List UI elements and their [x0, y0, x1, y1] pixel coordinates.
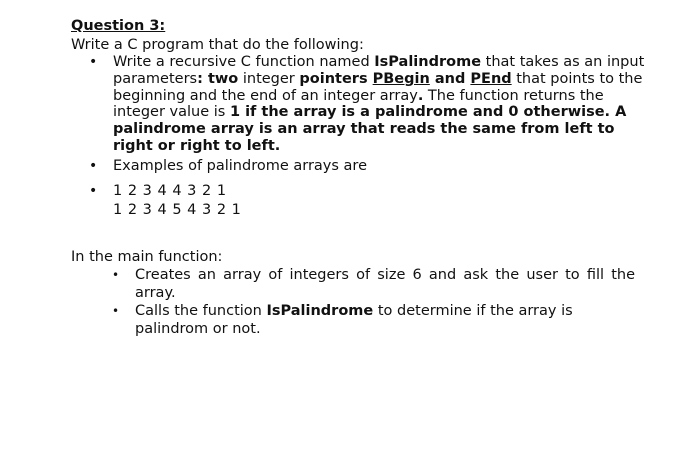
question-intro: Write a C program that do the following:	[71, 37, 364, 53]
text-segment: integer	[238, 70, 300, 87]
question-heading: Question 3:	[71, 18, 166, 34]
text-segment-bold: : two	[197, 70, 239, 87]
create-array-text: Creates an array of integers of size 6 and ask the user to fill the array.	[135, 267, 635, 301]
text-segment: Calls the function	[135, 303, 267, 319]
text-segment: The function returns the integer value is	[113, 87, 604, 121]
list-item-call-function	[110, 302, 635, 338]
text-segment: that takes as an input parameters	[113, 54, 645, 87]
text-segment: to determine if the array is palindrom or not.	[135, 303, 573, 337]
example-array-2: 1 2 3 4 5 4 3 2 1	[113, 202, 242, 218]
text-segment: that points to the beginning and the end of an integer array	[113, 70, 643, 104]
bullet-icon: •	[89, 158, 98, 174]
function-name: IsPalindrome	[374, 54, 482, 70]
main-function-label: In the main function:	[71, 249, 223, 265]
function-name: IsPalindrome	[266, 303, 374, 319]
text-segment: Write a recursive C function named	[113, 54, 375, 70]
param-pbegin: PBegin	[372, 70, 430, 87]
return-spec: 1 if the array is a palindrome and 0 otherwise. A palindrome array is an array that reads the same from left to right or right to left.	[113, 104, 627, 154]
bullet-icon: •	[89, 54, 98, 70]
bullet-icon: •	[112, 304, 120, 318]
requirements-list	[88, 54, 648, 220]
examples-intro-text: Examples of palindrome arrays are	[113, 158, 367, 174]
list-item-function-spec	[88, 54, 648, 158]
main-function-list	[110, 266, 635, 338]
text-segment-bold: .	[417, 87, 424, 104]
text-segment-bold: pointers	[299, 70, 373, 87]
list-item-examples	[88, 182, 648, 220]
bullet-icon: •	[112, 268, 120, 282]
bullet-icon: •	[89, 183, 98, 199]
list-item-create-array	[110, 266, 635, 302]
example-array-1: 1 2 3 4 4 3 2 1	[113, 183, 227, 199]
param-pend: PEnd	[470, 70, 512, 87]
text-segment-bold: and	[429, 70, 471, 87]
list-item-examples-intro	[88, 158, 648, 182]
